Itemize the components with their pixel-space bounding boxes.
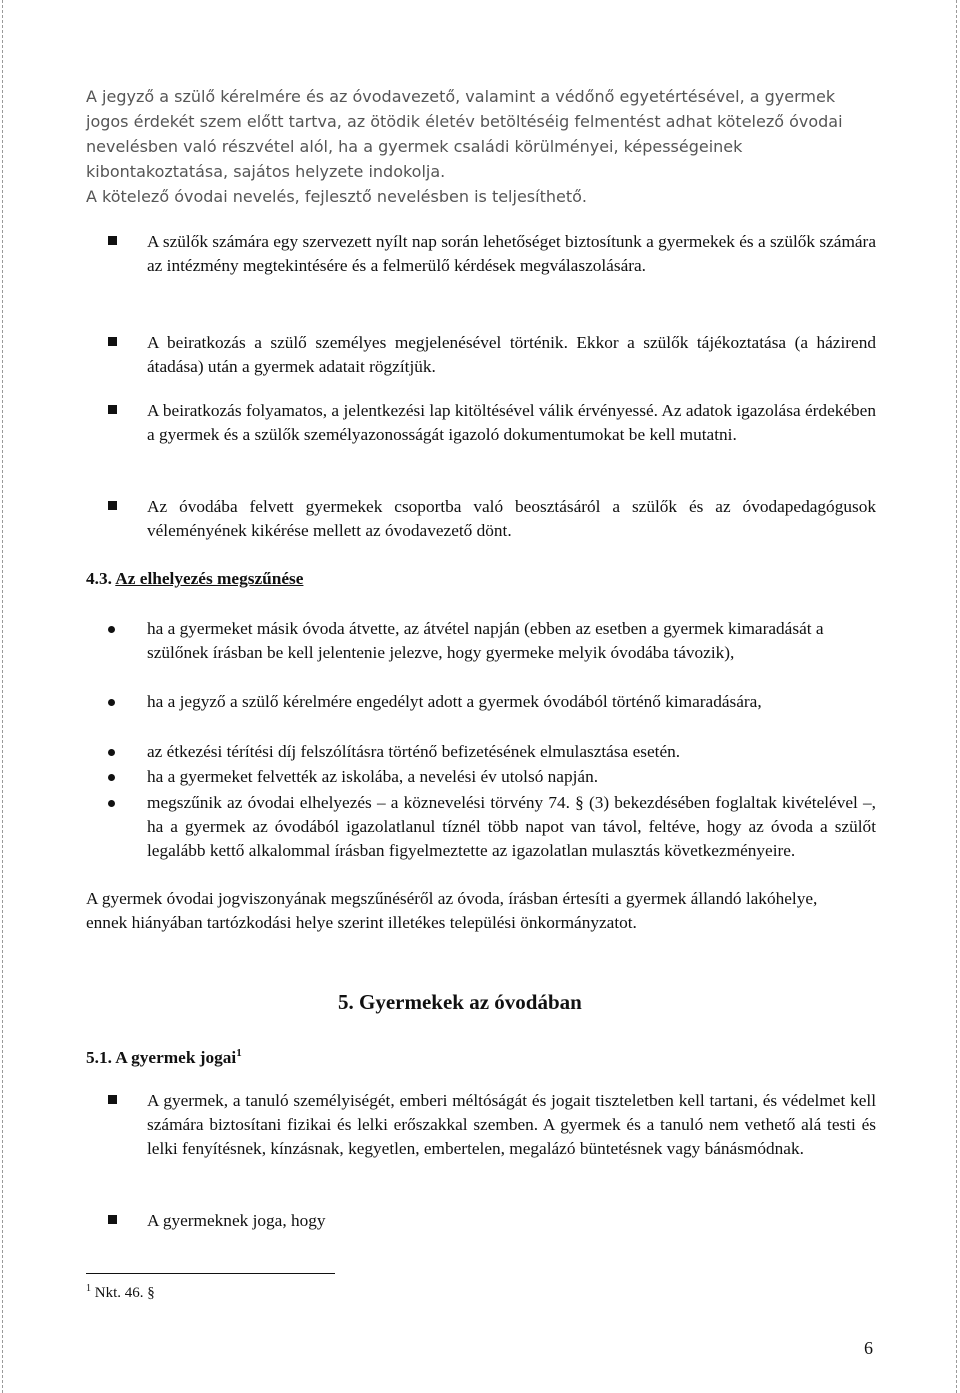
- list-item-text: ha a jegyző a szülő kérelmére engedélyt adott a gyermek óvodából történő kimaradására,: [147, 692, 762, 711]
- page-border-left: [2, 0, 3, 1393]
- square-bullet-icon: [108, 501, 117, 510]
- list-item-text: A gyermeknek joga, hogy: [147, 1211, 326, 1230]
- list-item-text: ha a gyermeket felvették az iskolába, a nevelési év utolsó napján.: [147, 767, 599, 786]
- section-heading-4-3: [86, 567, 303, 591]
- list-item-text: A beiratkozás folyamatos, a jelentkezési lap kitöltésével válik érvényessé. Az adatok igazolása érdekében a gyermek és a szülők személyazonosságát igazoló dokumentumokat be kell mutatni.: [147, 401, 876, 444]
- section-heading-5-1: [86, 1041, 242, 1070]
- section-title: 5.1. A gyermek jogai: [86, 1047, 237, 1067]
- square-bullet-icon: [108, 1215, 117, 1224]
- list-item-text: Az óvodába felvett gyermekek csoportba való beosztásáról a szülők és az óvodapedagógusok véleményének kikérése mellett az óvodavezető dönt.: [147, 497, 876, 540]
- list-item-text: A szülők számára egy szervezett nyílt nap során lehetőséget biztosítunk a gyermekek és a szülők számára az intézmény megtekintésére és a felmerülő kérdések megválaszolására.: [147, 232, 876, 275]
- list-item-text: az étkezési térítési díj felszólításra történő befizetésének elmulasztása esetén.: [147, 742, 681, 761]
- square-bullet-icon: [108, 236, 117, 245]
- intro-line1: A jegyző a szülő kérelmére és az óvodavezető, valamint a védőnő egyetértésével, a gyermek jogos érdekét szem előtt tartva, az ötödik életév betöltéséig felmentést adhat kötelező óvodai nevelésben való részvétel alól, ha a gyermek családi körülményei, képességeinek kibontakoztatása, sajátos helyzete indokolja.: [86, 87, 843, 181]
- footnote: [86, 1283, 155, 1302]
- section-title: Az elhelyezés megszűnése: [115, 569, 304, 588]
- bullet-dot-icon: [108, 774, 115, 781]
- square-bullet-icon: [108, 337, 117, 346]
- bullet-dot-icon: [108, 749, 115, 756]
- closing-paragraph: A gyermek óvodai jogviszonyának megszűnéséről az óvoda, írásban értesíti a gyermek állandó lakóhelye, ennek hiányában tartózkodási helye szerint illetékes települési önkormányzatot.: [86, 889, 818, 932]
- footnote-mark: 1: [86, 1283, 91, 1294]
- footnote-ref: 1: [236, 1047, 242, 1059]
- chapter-heading: 5. Gyermekek az óvodában: [338, 990, 582, 1014]
- list-item-text: A gyermek, a tanuló személyiségét, emberi méltóságát és jogait tiszteletben kell tartani, és védelmet kell számára biztosítani fizikai és lelki erőszakkal szemben. A gyermek és a tanuló nem vethető alá testi és lelki fenyítésnek, kínzásnak, kegyetlen, embertelen, megalázó büntetésnek vagy bánásmódnak.: [147, 1091, 876, 1158]
- list-item-text: A beiratkozás a szülő személyes megjelenésével történik. Ekkor a szülők tájékoztatása (a házirend átadása) után a gyermek adatait rögzítjük.: [147, 333, 876, 376]
- footnote-text: Nkt. 46. §: [94, 1285, 155, 1301]
- bullet-dot-icon: [108, 800, 115, 807]
- page-number: 6: [864, 1338, 873, 1358]
- square-bullet-icon: [108, 405, 117, 414]
- section-number: 4.3.: [86, 569, 112, 588]
- footnote-separator: [86, 1273, 335, 1274]
- page-border-right: [956, 0, 957, 1393]
- bullet-dot-icon: [108, 699, 115, 706]
- list-item-text: megszűnik az óvodai elhelyezés – a köznevelési törvény 74. § (3) bekezdésében foglaltak kivételével –, ha a gyermek az óvodából igazolatlanul tíznél több napot van távol, feltéve, hogy az óvoda a szülőt legalább kettő alkalommal írásban figyelmeztette az igazolatlan mulasztás következményeire.: [147, 793, 876, 860]
- intro-paragraph: [86, 84, 876, 209]
- intro-line2: A kötelező óvodai nevelés, fejlesztő nevelésben is teljesíthető.: [86, 187, 587, 206]
- bullet-dot-icon: [108, 626, 115, 633]
- square-bullet-icon: [108, 1095, 117, 1104]
- list-item-text: ha a gyermeket másik óvoda átvette, az átvétel napján (ebben az esetben a gyermek kimaradását a szülőnek írásban be kell jelentenie jelezve, hogy gyermeke melyik óvodába távozik),: [147, 619, 824, 662]
